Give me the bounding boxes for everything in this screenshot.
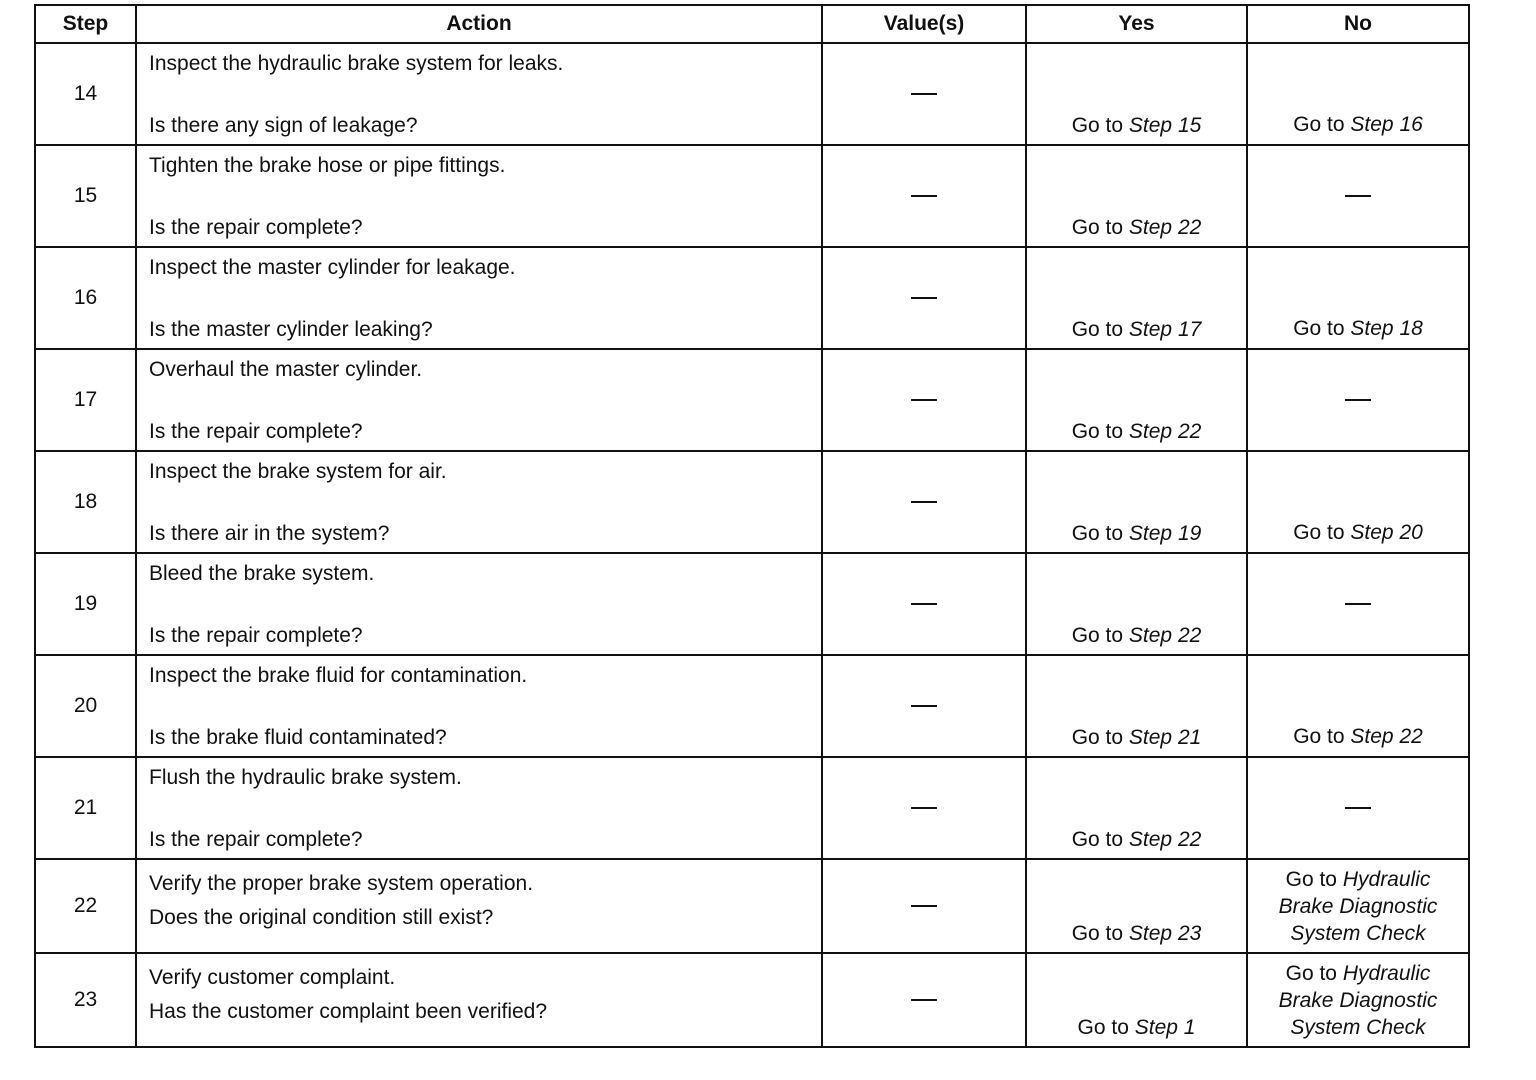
em-dash (1345, 399, 1371, 401)
yes-target: Step 22 (1128, 420, 1202, 443)
action-question: Is the repair complete? (149, 624, 363, 647)
action-statement: Verify customer complaint. (149, 966, 396, 989)
yes-cell (1026, 43, 1247, 145)
yes-instruction (1027, 922, 1246, 946)
action-statement: Inspect the brake system for air. (149, 460, 447, 483)
action-statement: Verify the proper brake system operation. (149, 872, 534, 895)
action-cell (136, 451, 822, 553)
yes-instruction (1027, 114, 1246, 138)
action-cell (136, 349, 822, 451)
header-no: No (1247, 5, 1469, 43)
em-dash (911, 297, 937, 299)
go-to-text: Go to (1071, 420, 1124, 443)
go-to-text: Go to (1293, 521, 1345, 544)
no-cell (1247, 655, 1469, 757)
value-cell (822, 553, 1026, 655)
no-cell (1247, 145, 1469, 247)
yes-instruction (1027, 1016, 1246, 1040)
yes-target: Step 21 (1128, 726, 1202, 749)
no-target: Step 18 (1350, 317, 1423, 340)
go-to-text: Go to (1071, 922, 1124, 945)
go-to-text: Go to (1071, 726, 1124, 749)
em-dash (911, 399, 937, 401)
go-to-text: Go to (1293, 725, 1345, 748)
no-instruction (1248, 317, 1468, 341)
yes-cell (1026, 349, 1247, 451)
table-header (35, 5, 1469, 43)
no-target-line-1: Hydraulic (1342, 961, 1431, 985)
no-target-line-1: Hydraulic (1342, 867, 1431, 891)
action-cell (136, 859, 822, 953)
no-line-1 (1248, 866, 1468, 893)
header-step: Step (35, 5, 136, 43)
action-question: Is the repair complete? (149, 420, 363, 443)
table-row (35, 553, 1469, 655)
em-dash (911, 999, 937, 1001)
action-cell (136, 247, 822, 349)
yes-cell (1026, 553, 1247, 655)
em-dash (911, 195, 937, 197)
no-target-line-2: Brake Diagnostic (1278, 894, 1438, 918)
step-number: 17 (35, 349, 136, 451)
go-to-text: Go to (1071, 828, 1124, 851)
action-question: Is the repair complete? (149, 216, 363, 239)
value-cell (822, 757, 1026, 859)
header-action: Action (136, 5, 822, 43)
step-number: 23 (35, 953, 136, 1047)
table-row (35, 451, 1469, 553)
em-dash (911, 705, 937, 707)
yes-cell (1026, 655, 1247, 757)
no-cell (1247, 553, 1469, 655)
action-question: Is the brake fluid contaminated? (149, 726, 447, 749)
table-row (35, 43, 1469, 145)
yes-instruction (1027, 420, 1246, 444)
no-target: Step 20 (1350, 521, 1423, 544)
yes-instruction (1027, 318, 1246, 342)
yes-instruction (1027, 216, 1246, 240)
go-to-text: Go to (1293, 113, 1345, 136)
no-target-line-3: System Check (1290, 921, 1426, 945)
no-line-3 (1248, 1014, 1468, 1041)
action-statement: Inspect the hydraulic brake system for leaks. (149, 52, 564, 75)
diagnostic-table (34, 4, 1470, 1048)
action-cell (136, 953, 822, 1047)
em-dash (911, 905, 937, 907)
action-question: Is there air in the system? (149, 522, 390, 545)
header-row (35, 5, 1469, 43)
action-question: Is the repair complete? (149, 828, 363, 851)
go-to-text: Go to (1071, 318, 1124, 341)
value-cell (822, 859, 1026, 953)
yes-cell (1026, 145, 1247, 247)
go-to-text: Go to (1293, 317, 1345, 340)
action-cell (136, 757, 822, 859)
no-instruction (1248, 866, 1468, 947)
yes-target: Step 15 (1128, 114, 1202, 137)
step-number: 16 (35, 247, 136, 349)
em-dash (1345, 195, 1371, 197)
table-row (35, 247, 1469, 349)
yes-instruction (1027, 522, 1246, 546)
no-cell (1247, 43, 1469, 145)
value-cell (822, 451, 1026, 553)
table-row (35, 145, 1469, 247)
em-dash (911, 807, 937, 809)
action-cell (136, 553, 822, 655)
action-cell (136, 655, 822, 757)
yes-instruction (1027, 828, 1246, 852)
step-number: 22 (35, 859, 136, 953)
yes-target: Step 22 (1128, 624, 1202, 647)
no-cell (1247, 757, 1469, 859)
go-to-text: Go to (1071, 216, 1124, 239)
action-statement: Flush the hydraulic brake system. (149, 766, 462, 789)
action-question: Is there any sign of leakage? (149, 114, 418, 137)
em-dash (1345, 807, 1371, 809)
step-number: 20 (35, 655, 136, 757)
em-dash (1345, 603, 1371, 605)
value-cell (822, 655, 1026, 757)
yes-instruction (1027, 624, 1246, 648)
no-instruction (1248, 725, 1468, 749)
no-line-3 (1248, 920, 1468, 947)
no-line-1 (1248, 960, 1468, 987)
no-target-line-3: System Check (1290, 1015, 1426, 1039)
action-statement: Overhaul the master cylinder. (149, 358, 423, 381)
no-target-line-2: Brake Diagnostic (1278, 988, 1438, 1012)
action-statement: Bleed the brake system. (149, 562, 375, 585)
action-question: Does the original condition still exist? (149, 906, 494, 929)
table-row (35, 757, 1469, 859)
yes-cell (1026, 757, 1247, 859)
header-yes: Yes (1026, 5, 1247, 43)
value-cell (822, 145, 1026, 247)
table-row (35, 859, 1469, 953)
table-row (35, 953, 1469, 1047)
value-cell (822, 349, 1026, 451)
no-cell (1247, 953, 1469, 1047)
yes-target: Step 1 (1134, 1016, 1196, 1039)
yes-target: Step 17 (1128, 318, 1202, 341)
no-instruction (1248, 113, 1468, 137)
yes-target: Step 19 (1128, 522, 1202, 545)
table-row (35, 655, 1469, 757)
table-body (35, 43, 1469, 1047)
go-to-text: Go to (1071, 114, 1124, 137)
go-to-text: Go to (1071, 522, 1124, 545)
no-line-2 (1248, 987, 1468, 1014)
no-cell (1247, 247, 1469, 349)
no-target: Step 16 (1350, 113, 1423, 136)
step-number: 21 (35, 757, 136, 859)
action-statement: Inspect the master cylinder for leakage. (149, 256, 516, 279)
yes-cell (1026, 953, 1247, 1047)
yes-cell (1026, 451, 1247, 553)
yes-target: Step 23 (1128, 922, 1202, 945)
no-instruction (1248, 960, 1468, 1041)
no-cell (1247, 349, 1469, 451)
action-cell (136, 145, 822, 247)
em-dash (911, 93, 937, 95)
yes-cell (1026, 247, 1247, 349)
value-cell (822, 953, 1026, 1047)
em-dash (911, 501, 937, 503)
go-to-text: Go to (1077, 1016, 1129, 1039)
yes-target: Step 22 (1128, 828, 1202, 851)
no-cell (1247, 451, 1469, 553)
value-cell (822, 43, 1026, 145)
value-cell (822, 247, 1026, 349)
no-line-2 (1248, 893, 1468, 920)
no-cell (1247, 859, 1469, 953)
yes-target: Step 22 (1128, 216, 1202, 239)
action-cell (136, 43, 822, 145)
yes-cell (1026, 859, 1247, 953)
no-instruction (1248, 521, 1468, 545)
action-statement: Tighten the brake hose or pipe fittings. (149, 154, 506, 177)
em-dash (911, 603, 937, 605)
header-values: Value(s) (822, 5, 1026, 43)
go-to-text: Go to (1285, 867, 1337, 891)
go-to-text: Go to (1071, 624, 1124, 647)
step-number: 15 (35, 145, 136, 247)
step-number: 19 (35, 553, 136, 655)
table-row (35, 349, 1469, 451)
action-question: Is the master cylinder leaking? (149, 318, 433, 341)
go-to-text: Go to (1285, 961, 1337, 985)
step-number: 14 (35, 43, 136, 145)
no-target: Step 22 (1350, 725, 1423, 748)
action-statement: Inspect the brake fluid for contamination. (149, 664, 528, 687)
action-question: Has the customer complaint been verified? (149, 1000, 548, 1023)
yes-instruction (1027, 726, 1246, 750)
step-number: 18 (35, 451, 136, 553)
